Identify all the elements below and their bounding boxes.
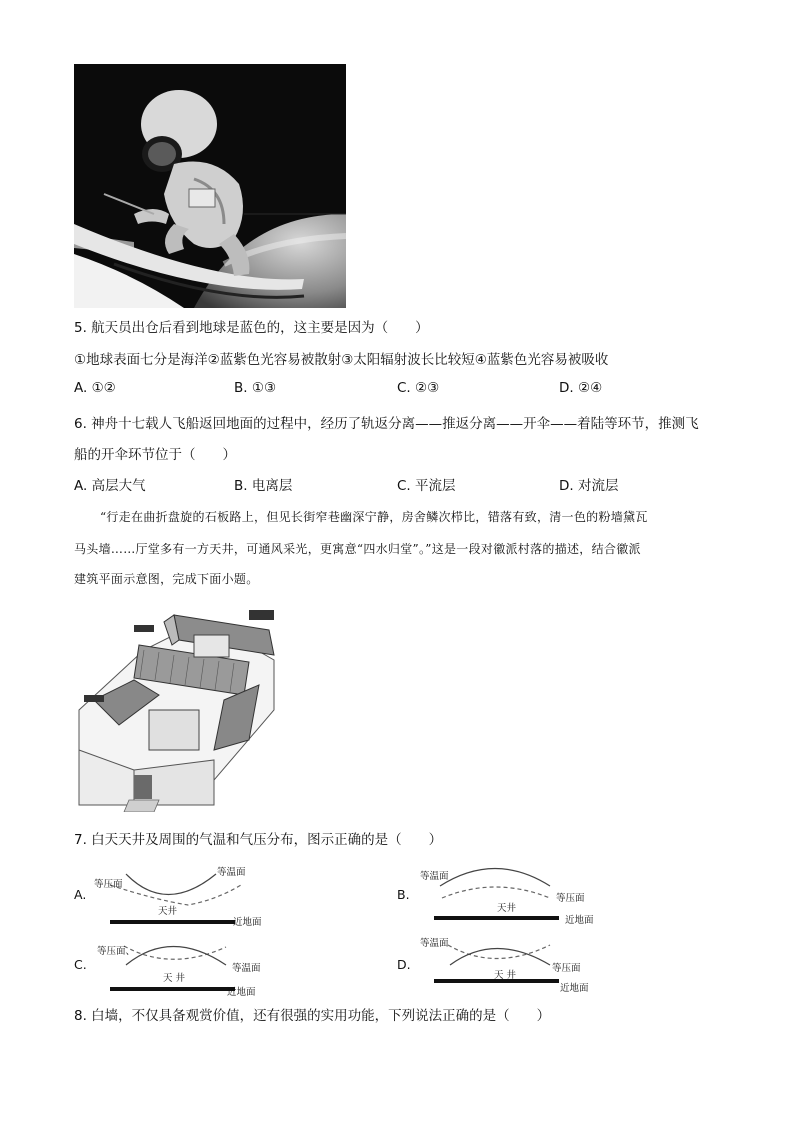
q6-option-c: C. 平流层 <box>397 478 456 494</box>
isotherm-solid-line <box>126 947 226 966</box>
q7-b-isobar-label: 等压面 <box>556 893 585 904</box>
q7-d-isotherm-label: 等温面 <box>420 938 449 949</box>
q5-stem: 5. 航天员出仓后看到地球是蓝色的，这主要是因为（ ） <box>74 320 429 336</box>
q7-a-courtyard-label: 天井 <box>158 906 178 917</box>
q7-c-isobar-label: 等压面、 <box>97 946 136 957</box>
q6-stem-line1: 6. 神舟十七载人飞船返回地面的过程中，经历了轨返分离——推返分离——开伞——着陆等环节，推测飞 <box>74 416 699 432</box>
isotherm-solid-line <box>440 869 550 887</box>
q7-a-ground-label: 近地面 <box>233 917 262 928</box>
isobar-dashed-line <box>124 946 226 959</box>
building-illustration <box>74 600 286 812</box>
q7-c-ground-label: 近地面 <box>227 987 256 998</box>
q5-option-c: C. ②③ <box>397 380 440 396</box>
passage-line1: “行走在曲折盘旋的石板路上，但见长街窄巷幽深宁静，房舍鳞次栉比，错落有致，清一色的粉墙黛瓦 <box>100 510 648 524</box>
ground-bar <box>110 987 235 991</box>
q7-a-isobar-label: 等压面 <box>94 879 123 890</box>
q7-b-isotherm-label: 等温面 <box>420 871 449 882</box>
passage-line3: 建筑平面示意图，完成下面小题。 <box>74 572 259 586</box>
ground-bar <box>434 916 559 920</box>
q7-option-a-label: A. <box>74 887 87 902</box>
q7-option-c-label: C. <box>74 957 87 972</box>
q5-statements: ①地球表面七分是海洋②蓝紫色光容易被散射③太阳辐射波长比较短④蓝紫色光容易被吸收 <box>74 352 609 368</box>
q8-stem: 8. 白墙，不仅具备观赏价值，还有很强的实用功能，下列说法正确的是（ ） <box>74 1008 551 1024</box>
q7-option-d-label: D. <box>397 957 411 972</box>
q7-b-courtyard-label: 天井 <box>497 903 517 914</box>
q7-c-courtyard-label: 天 井 <box>163 973 186 984</box>
q7-d-isobar-label: 等压面 <box>552 963 581 974</box>
q6-stem-line2: 船的开伞环节位于（ ） <box>74 447 236 463</box>
isotherm-solid-line <box>450 949 550 966</box>
q6-option-a: A. 高层大气 <box>74 478 146 494</box>
q6-option-b: B. 电离层 <box>234 478 293 494</box>
q7-stem: 7. 白天天井及周围的气温和气压分布，图示正确的是（ ） <box>74 832 443 848</box>
astronaut-illustration <box>74 64 346 308</box>
astronaut-photo <box>74 64 346 308</box>
isobar-dashed-line <box>110 885 241 905</box>
huizhou-building <box>74 600 286 812</box>
q5-option-b: B. ①③ <box>234 380 277 396</box>
q7-a-isotherm-label: 等温面 <box>217 867 246 878</box>
isobar-dashed-line <box>442 887 550 898</box>
passage-line2: 马头墙……厅堂多有一方天井，可通风采光，更寓意“四水归堂”。”这是一段对徽派村落的描述，结合徽派 <box>74 542 641 556</box>
q7-d-courtyard-label: 天 井 <box>494 970 517 981</box>
ground-bar <box>110 920 235 924</box>
q7-d-ground-label: 近地面 <box>560 983 589 994</box>
q7-b-ground-label: 近地面 <box>565 915 594 926</box>
q5-option-a: A. ①② <box>74 380 116 396</box>
q6-option-d: D. 对流层 <box>559 478 619 494</box>
q7-c-isotherm-label: 等温面 <box>232 963 261 974</box>
isotherm-solid-line <box>126 874 216 895</box>
q7-option-b-label: B. <box>397 887 410 902</box>
q5-option-d: D. ②④ <box>559 380 603 396</box>
